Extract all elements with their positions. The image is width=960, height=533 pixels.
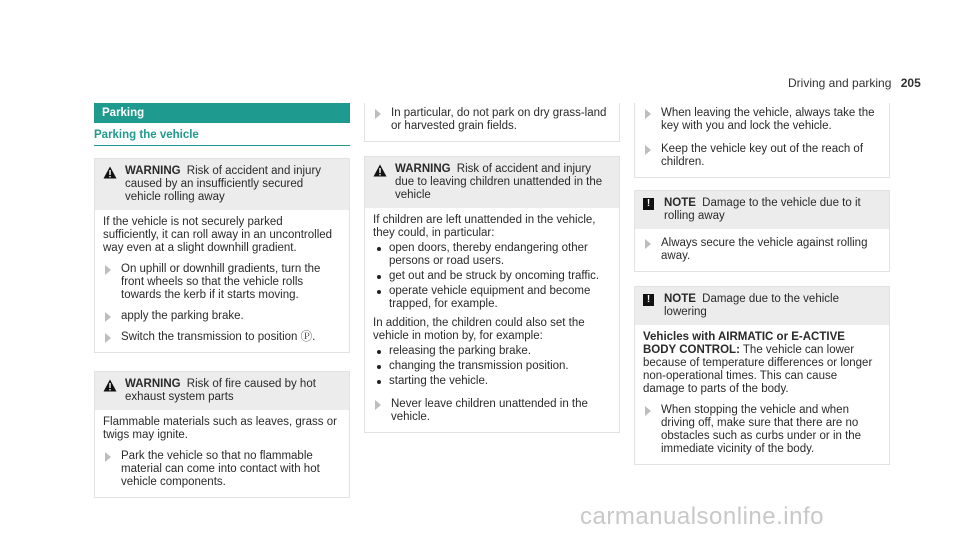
bullet-dot xyxy=(377,350,381,354)
step-arrow-icon xyxy=(105,265,111,275)
column-3 xyxy=(634,103,890,465)
bullet-text: changing the transmission position. xyxy=(389,360,569,372)
step-arrow-icon xyxy=(645,109,651,119)
warning-intro: If children are left unattended in the vehicle, they could, in particular: xyxy=(373,214,596,239)
step-item xyxy=(373,107,611,133)
warning-box-fire xyxy=(94,371,350,498)
bullet-text: operate vehicle equipment and become trapped, for example. xyxy=(389,285,591,310)
note-body xyxy=(635,325,889,464)
warning-header xyxy=(365,157,619,208)
step-box xyxy=(364,103,620,142)
step-text: Park the vehicle so that no flammable material can come into contact with hot vehicle components. xyxy=(121,450,320,488)
bullet-item xyxy=(377,375,611,388)
step-arrow-icon xyxy=(105,312,111,322)
watermark-text: carmanualsonline.info xyxy=(580,503,824,530)
column-2 xyxy=(364,103,620,433)
step-arrow-icon xyxy=(375,400,381,410)
warning-title: Risk of accident and injury caused by an insufficiently secured vehicle rolling away xyxy=(125,165,322,203)
step-box xyxy=(634,103,890,178)
step-text: apply the parking brake. xyxy=(121,310,244,322)
section-bar: Parking xyxy=(94,103,350,123)
step-item xyxy=(103,450,341,489)
note-paragraph: The vehicle can lower because of temperature differences or longer non-operational times. This can cause damage to parts of the body. xyxy=(643,344,873,395)
warning-keyword: WARNING xyxy=(395,163,451,175)
warning-title: Risk of accident and injury due to leaving children unattended in the vehicle xyxy=(395,163,603,201)
bullet-text: starting the vehicle. xyxy=(389,375,489,387)
bullet-dot xyxy=(377,290,381,294)
warning-paragraph: Flammable materials such as leaves, grass or twigs may ignite. xyxy=(103,416,337,441)
step-text: On uphill or downhill gradients, turn the front wheels so that the vehicle rolls towards the kerb if it starts moving. xyxy=(121,263,321,301)
column-1 xyxy=(94,103,350,498)
step-text: In particular, do not park on dry grass-land or harvested grain fields. xyxy=(391,107,607,132)
bullet-item xyxy=(377,285,611,311)
bullet-item xyxy=(377,270,611,283)
step-arrow-icon xyxy=(645,406,651,416)
step-arrow-icon xyxy=(105,452,111,462)
note-title: Damage to the vehicle due to it rolling away xyxy=(664,197,861,222)
step-text: When stopping the vehicle and when driving off, make sure that there are no obstacles such as curbs under or in the immediate vicinity of the body. xyxy=(661,404,862,455)
bullet-dot xyxy=(377,275,381,279)
note-keyword: NOTE xyxy=(664,197,696,209)
bullet-text: releasing the parking brake. xyxy=(389,345,531,357)
step-text: Never leave children unattended in the vehicle. xyxy=(391,398,588,423)
warning-mid: In addition, the children could also set the vehicle in motion by, for example: xyxy=(373,317,585,342)
note-header xyxy=(635,287,889,325)
warning-body xyxy=(365,208,619,432)
note-keyword: NOTE xyxy=(664,293,696,305)
warning-keyword: WARNING xyxy=(125,378,181,390)
step-arrow-icon xyxy=(645,145,651,155)
page-number: 205 xyxy=(900,76,921,90)
step-item xyxy=(643,404,881,456)
step-item xyxy=(103,331,341,344)
page-header xyxy=(788,76,921,90)
step-text: Always secure the vehicle against rolling away. xyxy=(661,237,868,262)
note-header xyxy=(635,191,889,229)
note-title: Damage due to the vehicle lowering xyxy=(664,293,839,318)
warning-title: Risk of fire caused by hot exhaust system parts xyxy=(125,378,316,403)
step-arrow-icon xyxy=(105,333,111,343)
warning-header xyxy=(95,159,349,210)
bullet-text: open doors, thereby endangering other persons or road users. xyxy=(389,242,588,267)
warning-triangle-icon xyxy=(103,379,117,392)
step-text: Keep the vehicle key out of the reach of children. xyxy=(661,143,864,168)
note-box-rolling xyxy=(634,190,890,272)
subsection-title: Parking the vehicle xyxy=(94,129,350,146)
note-exclamation-icon: ! xyxy=(643,294,654,306)
warning-box-rolling xyxy=(94,158,350,353)
step-text: When leaving the vehicle, always take the key with you and lock the vehicle. xyxy=(661,107,875,132)
warning-keyword: WARNING xyxy=(125,165,181,177)
step-text: Switch the transmission to position Ⓟ. xyxy=(121,331,316,343)
bullet-dot xyxy=(377,365,381,369)
warning-body xyxy=(95,410,349,497)
warning-paragraph: If the vehicle is not securely parked sufficiently, it can roll away in an uncontrolled way even at a slight downhill gradient. xyxy=(103,216,333,254)
warning-body xyxy=(95,210,349,352)
step-arrow-icon xyxy=(375,109,381,119)
warning-triangle-icon xyxy=(373,164,387,177)
bullet-item xyxy=(377,242,611,268)
step-item xyxy=(643,237,881,263)
bullet-text: get out and be struck by oncoming traffic. xyxy=(389,270,600,282)
step-item xyxy=(103,263,341,302)
note-exclamation-icon: ! xyxy=(643,198,654,210)
step-item xyxy=(103,310,341,323)
warning-header xyxy=(95,372,349,410)
note-box-lowering xyxy=(634,286,890,465)
note-body xyxy=(635,229,889,271)
step-item xyxy=(373,398,611,424)
bullet-item xyxy=(377,345,611,358)
warning-box-children xyxy=(364,156,620,433)
note-bold-lead: Vehicles with AIRMATIC or E-ACTIVE BODY CONTROL: xyxy=(643,331,845,356)
bullet-dot xyxy=(377,380,381,384)
bullet-dot xyxy=(377,247,381,251)
step-item xyxy=(643,107,881,133)
warning-triangle-icon xyxy=(103,166,117,179)
step-arrow-icon xyxy=(645,239,651,249)
bullet-item xyxy=(377,360,611,373)
header-section: Driving and parking xyxy=(788,76,892,90)
step-item xyxy=(643,143,881,169)
